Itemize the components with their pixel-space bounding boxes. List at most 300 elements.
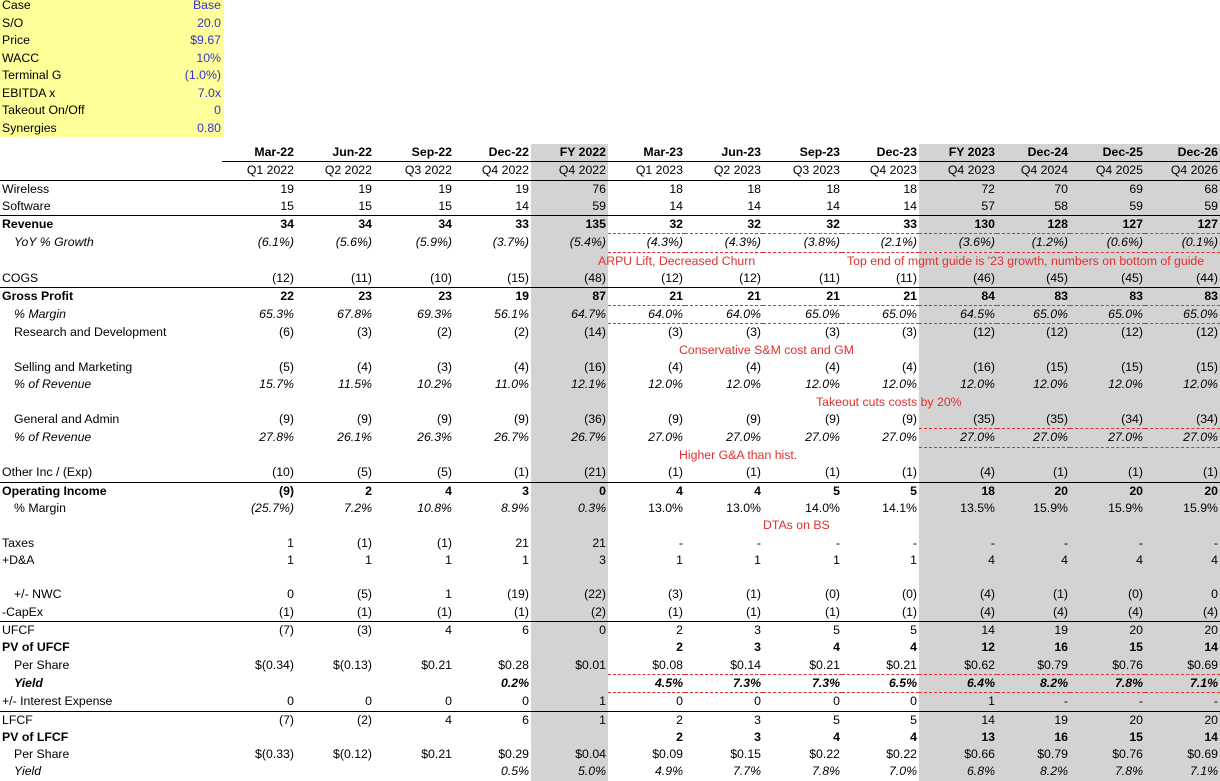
value-cell[interactable]: 56.1%	[494, 307, 529, 322]
value-cell[interactable]: 19	[997, 711, 1070, 729]
period-subheaders-cell[interactable]: Q1 2022	[222, 162, 296, 180]
value-cell[interactable]: (15)	[507, 270, 529, 285]
value-cell[interactable]: $(0.12)	[333, 747, 372, 762]
value-cell[interactable]: (5)	[356, 587, 372, 602]
period-headers-cell[interactable]: Mar-23	[608, 144, 685, 162]
value-cell[interactable]	[374, 252, 454, 269]
value-cell[interactable]: (16)	[531, 359, 608, 376]
period-subheaders-cell[interactable]: Q2 2023	[685, 162, 763, 180]
value-cell[interactable]: (9)	[513, 412, 529, 427]
value-cell[interactable]: 4	[919, 552, 997, 569]
value-cell[interactable]: 16	[997, 639, 1070, 656]
value-cell[interactable]	[222, 639, 296, 656]
value-cell[interactable]	[454, 517, 531, 534]
value-cell[interactable]: (1)	[745, 604, 761, 619]
value-cell[interactable]: (11)	[819, 270, 840, 285]
value-cell[interactable]: 8.9%	[500, 500, 529, 515]
value-cell[interactable]: $0.14	[730, 657, 761, 672]
value-cell[interactable]	[919, 517, 997, 534]
value-cell[interactable]: 15	[280, 198, 294, 213]
value-cell[interactable]: 23	[374, 287, 454, 305]
value-cell[interactable]: 21	[685, 287, 763, 305]
value-cell[interactable]	[531, 639, 608, 656]
value-cell[interactable]: (22)	[531, 586, 608, 603]
value-cell[interactable]: 12.0%	[997, 376, 1070, 393]
value-cell[interactable]: 4	[374, 482, 454, 500]
value-cell[interactable]: (12)	[739, 270, 761, 285]
value-cell[interactable]: $0.79	[997, 746, 1070, 763]
value-cell[interactable]: 0	[522, 693, 529, 708]
value-cell[interactable]: (1)	[1145, 464, 1220, 482]
value-cell[interactable]: (9)	[901, 412, 917, 427]
value-cell[interactable]: -	[1145, 535, 1220, 552]
value-cell[interactable]: (0.6%)	[1070, 234, 1145, 252]
value-cell[interactable]	[1145, 517, 1220, 534]
value-cell[interactable]: 19	[280, 181, 294, 196]
value-cell[interactable]: (14)	[531, 324, 608, 342]
value-cell[interactable]	[222, 342, 296, 359]
value-cell[interactable]: 7.8%	[811, 764, 840, 779]
value-cell[interactable]: 14	[515, 198, 529, 213]
assumption-row[interactable]	[0, 0, 224, 15]
value-cell[interactable]: -	[1070, 535, 1145, 552]
value-cell[interactable]	[374, 639, 454, 656]
value-cell[interactable]: $0.28	[498, 657, 529, 672]
value-cell[interactable]: (25.7%)	[250, 500, 294, 515]
value-cell[interactable]: 14	[1145, 729, 1220, 746]
value-cell[interactable]: $0.66	[919, 746, 997, 763]
value-cell[interactable]	[454, 342, 531, 359]
value-cell[interactable]: (9)	[356, 412, 372, 427]
value-cell[interactable]	[919, 569, 997, 586]
value-cell[interactable]: 27.0%	[805, 430, 840, 445]
value-cell[interactable]: $0.62	[919, 657, 997, 675]
value-cell[interactable]: 127	[1070, 216, 1145, 234]
value-cell[interactable]: 20	[1070, 482, 1145, 500]
value-cell[interactable]: 27.0%	[997, 429, 1070, 447]
value-cell[interactable]: 14	[669, 198, 683, 213]
value-cell[interactable]	[1145, 569, 1220, 586]
value-cell[interactable]: (1.2%)	[997, 234, 1070, 252]
value-cell[interactable]: 15.9%	[997, 500, 1070, 517]
period-headers-cell[interactable]: Sep-22	[374, 144, 454, 162]
value-cell[interactable]: (4)	[901, 360, 917, 375]
assumption-value[interactable]: (1.0%)	[184, 68, 221, 82]
value-cell[interactable]	[997, 447, 1070, 464]
assumption-value[interactable]: 7.0x	[197, 85, 221, 100]
value-cell[interactable]: 2	[608, 711, 685, 729]
value-cell[interactable]	[1145, 394, 1220, 411]
value-cell[interactable]: 5	[763, 711, 842, 729]
value-cell[interactable]: 2	[676, 729, 683, 744]
value-cell[interactable]: (16)	[919, 359, 997, 376]
value-cell[interactable]: (1)	[824, 604, 840, 619]
value-cell[interactable]: 70	[997, 180, 1070, 198]
value-cell[interactable]: 20	[1145, 711, 1220, 729]
value-cell[interactable]	[997, 394, 1070, 411]
value-cell[interactable]: $0.76	[1070, 746, 1145, 763]
value-cell[interactable]: $0.22	[886, 747, 917, 762]
value-cell[interactable]: 65.0%	[1145, 306, 1220, 324]
value-cell[interactable]: 65.0%	[997, 306, 1070, 324]
value-cell[interactable]: 67.8%	[337, 307, 372, 322]
period-subheaders-cell[interactable]: Q4 2022	[531, 162, 608, 180]
value-cell[interactable]: 12.1%	[531, 376, 608, 393]
value-cell[interactable]: 6.8%	[919, 763, 997, 780]
value-cell[interactable]: (34)	[1070, 411, 1145, 429]
value-cell[interactable]	[454, 252, 531, 269]
value-cell[interactable]: 1	[754, 552, 761, 567]
assumption-value[interactable]: 20.0	[197, 15, 221, 30]
value-cell[interactable]: (48)	[531, 270, 608, 288]
value-cell[interactable]: 0	[365, 693, 372, 708]
value-cell[interactable]: 64.0%	[685, 306, 763, 324]
period-subheaders-cell[interactable]: Q3 2023	[763, 162, 842, 180]
value-cell[interactable]: 16	[997, 729, 1070, 746]
value-cell[interactable]: (12)	[272, 270, 294, 285]
value-cell[interactable]: (6)	[278, 325, 294, 340]
value-cell[interactable]: (1)	[278, 604, 294, 619]
value-cell[interactable]	[763, 517, 842, 534]
value-cell[interactable]: (4)	[1145, 604, 1220, 622]
value-cell[interactable]: 13.0%	[726, 500, 761, 515]
period-subheaders-cell[interactable]: Q4 2023	[842, 162, 919, 180]
value-cell[interactable]: $(0.13)	[333, 657, 372, 672]
value-cell[interactable]: 1	[531, 693, 608, 711]
value-cell[interactable]: 14	[826, 198, 840, 213]
value-cell[interactable]: 14	[919, 622, 997, 640]
value-cell[interactable]: 1	[287, 552, 294, 567]
assumption-row[interactable]	[0, 50, 224, 68]
value-cell[interactable]	[1145, 342, 1220, 359]
value-cell[interactable]: 1	[365, 552, 372, 567]
value-cell[interactable]: 5.0%	[531, 763, 608, 780]
value-cell[interactable]: 4	[1070, 552, 1145, 569]
value-cell[interactable]	[679, 342, 854, 359]
header-label-cell[interactable]	[0, 162, 222, 180]
value-cell[interactable]: (4.3%)	[608, 234, 685, 252]
value-cell[interactable]: (5.6%)	[335, 235, 372, 250]
value-cell[interactable]: 3	[685, 622, 763, 640]
value-cell[interactable]: (0)	[1070, 586, 1145, 603]
value-cell[interactable]: 12.0%	[726, 377, 761, 392]
value-cell[interactable]	[374, 569, 454, 586]
value-cell[interactable]: 11.0%	[495, 377, 529, 392]
value-cell[interactable]: (1)	[356, 604, 372, 619]
value-cell[interactable]	[374, 447, 454, 464]
value-cell[interactable]: (11)	[896, 270, 917, 285]
value-cell[interactable]	[296, 763, 374, 780]
period-headers-cell[interactable]: FY 2023	[919, 144, 997, 162]
value-cell[interactable]: 0	[531, 482, 608, 500]
value-cell[interactable]: (9)	[824, 412, 840, 427]
value-cell[interactable]: 5	[842, 622, 919, 640]
value-cell[interactable]: (4)	[997, 604, 1070, 622]
value-cell[interactable]: 19	[515, 181, 529, 196]
value-cell[interactable]	[598, 252, 756, 269]
value-cell[interactable]: 34	[296, 216, 374, 234]
value-cell[interactable]: 15	[1070, 639, 1145, 656]
value-cell[interactable]: 135	[531, 216, 608, 234]
value-cell[interactable]: (15)	[997, 359, 1070, 376]
value-cell[interactable]: (1)	[1070, 464, 1145, 482]
value-cell[interactable]: 65.0%	[842, 306, 919, 324]
value-cell[interactable]: 0	[531, 622, 608, 640]
value-cell[interactable]	[374, 763, 454, 780]
value-cell[interactable]: (10)	[272, 465, 294, 480]
value-cell[interactable]: (3)	[356, 325, 372, 340]
value-cell[interactable]: 0.2%	[500, 675, 529, 690]
value-cell[interactable]: 76	[531, 180, 608, 198]
period-headers-cell[interactable]: Dec-22	[454, 144, 531, 162]
period-headers-cell[interactable]: Dec-23	[842, 144, 919, 162]
value-cell[interactable]: (0.1%)	[1145, 234, 1220, 252]
value-cell[interactable]: 1	[531, 711, 608, 729]
value-cell[interactable]: 130	[919, 216, 997, 234]
value-cell[interactable]: 4	[374, 622, 454, 640]
value-cell[interactable]	[374, 342, 454, 359]
value-cell[interactable]	[919, 342, 997, 359]
value-cell[interactable]: (46)	[919, 270, 997, 288]
value-cell[interactable]: 7.3%	[685, 674, 763, 692]
value-cell[interactable]: 65.0%	[1070, 306, 1145, 324]
value-cell[interactable]	[454, 394, 531, 411]
value-cell[interactable]: 5	[842, 711, 919, 729]
value-cell[interactable]: (4)	[745, 360, 761, 375]
value-cell[interactable]	[531, 674, 608, 692]
value-cell[interactable]: (1)	[901, 604, 917, 619]
value-cell[interactable]	[763, 252, 842, 269]
value-cell[interactable]: (4)	[919, 604, 997, 622]
value-cell[interactable]: $0.21	[809, 657, 840, 672]
value-cell[interactable]: 26.3%	[417, 430, 452, 445]
value-cell[interactable]	[608, 342, 685, 359]
value-cell[interactable]	[296, 252, 374, 269]
value-cell[interactable]: 12.0%	[882, 377, 917, 392]
value-cell[interactable]	[222, 674, 296, 692]
value-cell[interactable]: 4	[833, 640, 840, 655]
value-cell[interactable]: (3)	[667, 587, 683, 602]
value-cell[interactable]: (4.3%)	[685, 234, 763, 252]
value-cell[interactable]	[1070, 517, 1145, 534]
value-cell[interactable]	[685, 517, 763, 534]
value-cell[interactable]	[454, 447, 531, 464]
value-cell[interactable]: 65.0%	[763, 306, 842, 324]
value-cell[interactable]: 19	[454, 287, 531, 305]
value-cell[interactable]: 6.4%	[919, 674, 997, 692]
value-cell[interactable]: (35)	[997, 411, 1070, 429]
value-cell[interactable]	[608, 569, 685, 586]
value-cell[interactable]: 64.0%	[608, 306, 685, 324]
assumption-value[interactable]: $9.67	[190, 33, 221, 47]
value-cell[interactable]	[222, 569, 296, 586]
value-cell[interactable]: $0.09	[652, 747, 683, 762]
value-cell[interactable]	[374, 729, 454, 746]
period-subheaders-cell[interactable]: Q4 2022	[454, 162, 531, 180]
value-cell[interactable]: (2)	[513, 325, 529, 340]
value-cell[interactable]: $0.69	[1145, 657, 1220, 675]
value-cell[interactable]: $0.69	[1145, 746, 1220, 763]
period-headers-cell[interactable]: Jun-22	[296, 144, 374, 162]
value-cell[interactable]: 15	[438, 198, 452, 213]
value-cell[interactable]: 4	[374, 711, 454, 729]
value-cell[interactable]	[679, 447, 798, 464]
period-headers-cell[interactable]: Mar-22	[222, 144, 296, 162]
value-cell[interactable]: 19	[438, 181, 452, 196]
value-cell[interactable]: 20	[1070, 622, 1145, 640]
value-cell[interactable]: 27.0%	[726, 430, 761, 445]
value-cell[interactable]	[1070, 447, 1145, 464]
value-cell[interactable]: (7)	[222, 711, 296, 729]
value-cell[interactable]	[531, 447, 608, 464]
value-cell[interactable]: 26.1%	[337, 430, 372, 445]
value-cell[interactable]: 7.1%	[1145, 763, 1220, 780]
period-headers-cell[interactable]: FY 2022	[531, 144, 608, 162]
value-cell[interactable]: 14.0%	[805, 500, 840, 515]
value-cell[interactable]	[1070, 569, 1145, 586]
value-cell[interactable]: 7.0%	[888, 764, 917, 779]
value-cell[interactable]: (5)	[356, 465, 372, 480]
value-cell[interactable]: (36)	[531, 411, 608, 429]
value-cell[interactable]: 15.9%	[1070, 500, 1145, 517]
value-cell[interactable]: (4)	[1070, 604, 1145, 622]
value-cell[interactable]: 20	[997, 482, 1070, 500]
value-cell[interactable]: 27.8%	[259, 430, 294, 445]
value-cell[interactable]: (1)	[901, 465, 917, 480]
value-cell[interactable]: (4)	[919, 464, 997, 482]
value-cell[interactable]: 13	[919, 729, 997, 746]
value-cell[interactable]: $0.21	[421, 747, 452, 762]
value-cell[interactable]: 12	[919, 639, 997, 656]
value-cell[interactable]: 0	[676, 694, 683, 709]
value-cell[interactable]: 4	[833, 729, 840, 744]
value-cell[interactable]: (45)	[997, 270, 1070, 288]
value-cell[interactable]	[296, 569, 374, 586]
period-subheaders-cell[interactable]: Q1 2023	[608, 162, 685, 180]
value-cell[interactable]: 7.8%	[1070, 674, 1145, 692]
value-cell[interactable]: (1)	[667, 604, 683, 619]
value-cell[interactable]: (9)	[436, 412, 452, 427]
value-cell[interactable]: (34)	[1145, 411, 1220, 429]
value-cell[interactable]: (19)	[507, 587, 529, 602]
value-cell[interactable]: 3	[754, 729, 761, 744]
value-cell[interactable]: (44)	[1145, 270, 1220, 288]
period-subheaders-cell[interactable]: Q4 2025	[1070, 162, 1145, 180]
value-cell[interactable]	[842, 517, 919, 534]
value-cell[interactable]: 83	[1070, 287, 1145, 305]
value-cell[interactable]: -	[912, 535, 917, 550]
value-cell[interactable]: 18	[826, 181, 840, 196]
value-cell[interactable]: -	[919, 535, 997, 552]
value-cell[interactable]: 2	[608, 622, 685, 640]
value-cell[interactable]: 5	[763, 482, 842, 500]
value-cell[interactable]: 15	[358, 198, 372, 213]
value-cell[interactable]: (3)	[667, 325, 683, 340]
value-cell[interactable]: 0.3%	[531, 500, 608, 517]
value-cell[interactable]: (0)	[901, 587, 917, 602]
value-cell[interactable]: (1)	[997, 586, 1070, 603]
value-cell[interactable]	[222, 729, 296, 746]
value-cell[interactable]: 4	[608, 482, 685, 500]
value-cell[interactable]: 59	[1145, 198, 1220, 216]
value-cell[interactable]: 13.0%	[648, 500, 683, 515]
value-cell[interactable]: (3)	[745, 325, 761, 340]
value-cell[interactable]: 13.5%	[919, 500, 997, 517]
value-cell[interactable]: $(0.34)	[255, 657, 294, 672]
value-cell[interactable]	[685, 394, 763, 411]
value-cell[interactable]: (1)	[513, 465, 529, 480]
value-cell[interactable]: 5	[763, 622, 842, 640]
value-cell[interactable]: (3.8%)	[763, 234, 842, 252]
value-cell[interactable]: 1	[445, 552, 452, 567]
value-cell[interactable]: 59	[531, 198, 608, 216]
period-headers-cell[interactable]: Sep-23	[763, 144, 842, 162]
value-cell[interactable]: 21	[531, 535, 608, 552]
value-cell[interactable]: -	[997, 535, 1070, 552]
value-cell[interactable]: (12)	[1145, 324, 1220, 342]
value-cell[interactable]: 0.5%	[500, 764, 529, 779]
value-cell[interactable]	[454, 639, 531, 656]
value-cell[interactable]: 4	[910, 729, 917, 744]
assumption-row[interactable]	[0, 120, 224, 138]
value-cell[interactable]: 15.7%	[259, 377, 294, 392]
value-cell[interactable]: 8.2%	[997, 674, 1070, 692]
value-cell[interactable]: 4	[910, 640, 917, 655]
value-cell[interactable]: 7.8%	[1070, 763, 1145, 780]
value-cell[interactable]	[531, 394, 608, 411]
value-cell[interactable]	[296, 394, 374, 411]
value-cell[interactable]: 128	[997, 216, 1070, 234]
value-cell[interactable]: (5.9%)	[415, 235, 452, 250]
value-cell[interactable]: 11.5%	[338, 377, 372, 392]
value-cell[interactable]: 12.0%	[1070, 376, 1145, 393]
value-cell[interactable]: (1)	[745, 465, 761, 480]
value-cell[interactable]: (4)	[667, 360, 683, 375]
period-headers-cell[interactable]: Dec-26	[1145, 144, 1220, 162]
value-cell[interactable]	[842, 569, 919, 586]
value-cell[interactable]: (6.1%)	[257, 235, 294, 250]
value-cell[interactable]	[816, 394, 962, 411]
value-cell[interactable]: 12.0%	[919, 376, 997, 393]
value-cell[interactable]: (4)	[513, 360, 529, 375]
value-cell[interactable]: 33	[454, 216, 531, 234]
value-cell[interactable]: 7.1%	[1145, 674, 1220, 692]
value-cell[interactable]: 4	[997, 552, 1070, 569]
assumption-row[interactable]	[0, 85, 224, 103]
value-cell[interactable]: 18	[903, 181, 917, 196]
value-cell[interactable]: (7)	[222, 622, 296, 640]
value-cell[interactable]: 1	[676, 552, 683, 567]
value-cell[interactable]: 14.1%	[882, 500, 917, 515]
value-cell[interactable]: 27.0%	[882, 430, 917, 445]
value-cell[interactable]: 127	[1145, 216, 1220, 234]
value-cell[interactable]: (3)	[824, 325, 840, 340]
value-cell[interactable]	[531, 252, 608, 269]
value-cell[interactable]	[296, 639, 374, 656]
value-cell[interactable]: (15)	[1070, 359, 1145, 376]
value-cell[interactable]: 3	[531, 552, 608, 569]
value-cell[interactable]: 18	[669, 181, 683, 196]
value-cell[interactable]	[454, 729, 531, 746]
value-cell[interactable]: (1)	[436, 604, 452, 619]
value-cell[interactable]: (2)	[531, 604, 608, 622]
value-cell[interactable]: (4)	[919, 586, 997, 603]
value-cell[interactable]: (1)	[745, 587, 761, 602]
value-cell[interactable]: 8.2%	[997, 763, 1070, 780]
value-cell[interactable]: $0.21	[886, 657, 917, 672]
value-cell[interactable]	[296, 517, 374, 534]
value-cell[interactable]: 3	[454, 482, 531, 500]
